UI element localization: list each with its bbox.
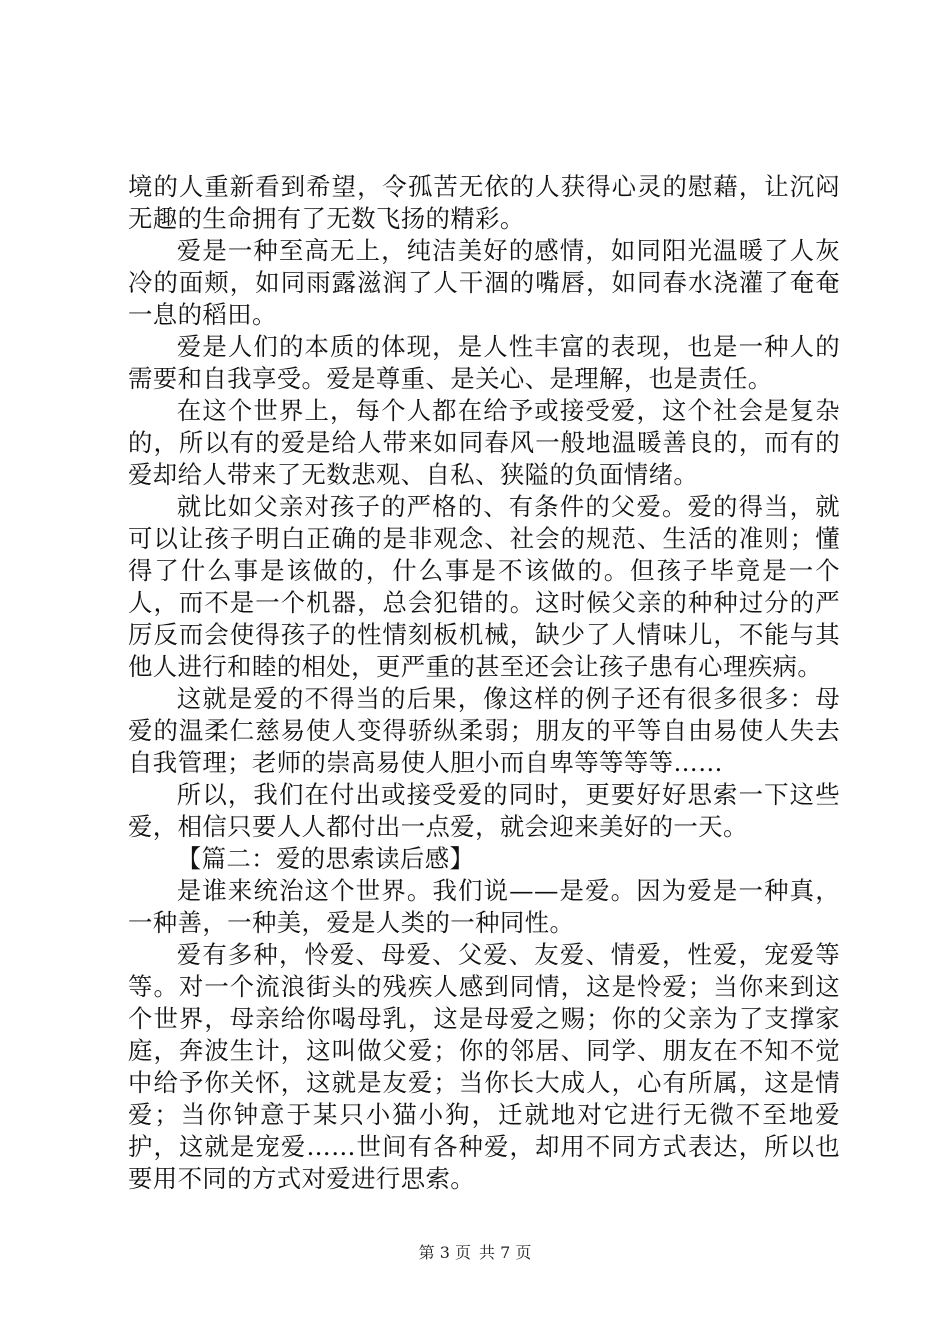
section-heading: 【篇二：爱的思索读后感】 xyxy=(176,844,475,873)
paragraph: 在这个世界上，每个人都在给予或接受爱，这个社会是复杂的，所以有的爱是给人带来如同春风一般地温暖善良的，而有的爱却给人带来了无数悲观、自私、狭隘的负面情绪。 xyxy=(128,396,840,489)
page-footer xyxy=(0,1243,950,1263)
page-number: 第 3 页 xyxy=(418,1243,471,1262)
paragraph: 爱是人们的本质的体现，是人性丰富的表现，也是一种人的需要和自我享受。爱是尊重、是关心、是理解，也是责任。 xyxy=(128,332,840,393)
paragraph-continuation: 境的人重新看到希望，令孤苦无依的人获得心灵的慰藉，让沉闷无趣的生命拥有了无数飞扬的精彩。 xyxy=(128,172,840,233)
paragraph: 爱是一种至高无上，纯洁美好的感情，如同阳光温暖了人灰冷的面颊，如同雨露滋润了人干涸的嘴唇，如同春水浇灌了奄奄一息的稻田。 xyxy=(128,236,840,329)
paragraph: 就比如父亲对孩子的严格的、有条件的父爱。爱的得当，就可以让孩子明白正确的是非观念、社会的规范、生活的准则；懂得了什么事是该做的，什么事是不该做的。但孩子毕竟是一个人，而不是一个机器，总会犯错的。这时候父亲的种种过分的严厉反而会使得孩子的性情刻板机械，缺少了人情味儿，不能与其他人进行和睦的相处，更严重的甚至还会让孩子患有心理疾病。 xyxy=(128,492,840,681)
paragraph: 这就是爱的不得当的后果，像这样的例子还有很多很多：母爱的温柔仁慈易使人变得骄纵柔弱；朋友的平等自由易使人失去自我管理；老师的崇高易使人胆小而自卑等等等等…… xyxy=(128,684,840,777)
paragraph: 所以，我们在付出或接受爱的同时，更要好好思索一下这些爱，相信只要人人都付出一点爱，就会迎来美好的一天。 xyxy=(128,780,840,841)
document-body xyxy=(128,171,840,1195)
page-total: 共 7 页 xyxy=(479,1243,532,1262)
paragraph: 爱有多种，怜爱、母爱、父爱、友爱、情爱，性爱，宠爱等等。对一个流浪街头的残疾人感到同情，这是怜爱；当你来到这个世界，母亲给你喝母乳，这是母爱之赐；你的父亲为了支撑家庭，奔波生计，这叫做父爱；你的邻居、同学、朋友在不知不觉中给予你关怀，这就是友爱；当你长大成人，心有所属，这是情爱；当你钟意于某只小猫小狗，迁就地对它进行无微不至地爱护，这就是宠爱……世间有各种爱，却用不同方式表达，所以也要用不同的方式对爱进行思索。 xyxy=(128,940,840,1193)
paragraph: 是谁来统治这个世界。我们说——是爱。因为爱是一种真，一种善，一种美，爱是人类的一种同性。 xyxy=(128,876,840,937)
